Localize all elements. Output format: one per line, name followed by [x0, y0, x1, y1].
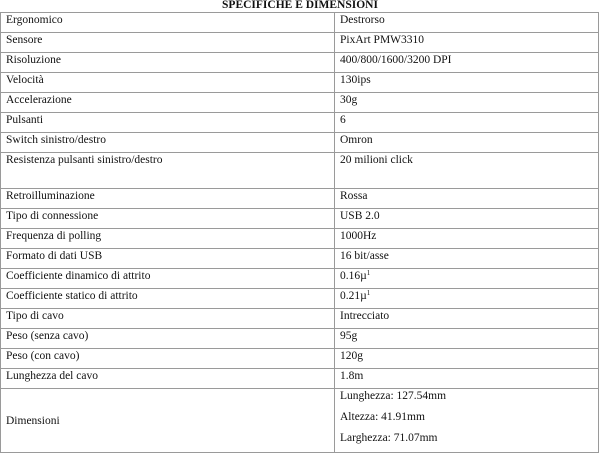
spec-label: Peso (con cavo) [1, 349, 335, 369]
table-row [1, 53, 599, 73]
spec-value: Intrecciato [335, 309, 599, 329]
spec-value [335, 269, 599, 289]
spec-value: 120g [335, 349, 599, 369]
spec-value: 1000Hz [335, 229, 599, 249]
table-row [1, 113, 599, 133]
spec-label: Velocità [1, 73, 335, 93]
spec-value: 6 [335, 113, 599, 133]
footnote-marker: 1 [366, 269, 371, 277]
spec-value-text: 0.21µ [340, 290, 367, 302]
spec-label: Coefficiente dinamico di attrito [1, 269, 335, 289]
spec-value: 400/800/1600/3200 DPI [335, 53, 599, 73]
table-row [1, 133, 599, 153]
spec-label: Frequenza di polling [1, 229, 335, 249]
table-row [1, 209, 599, 229]
spec-value: USB 2.0 [335, 209, 599, 229]
spec-label: Sensore [1, 33, 335, 53]
spec-value: 1.8m [335, 369, 599, 389]
spec-label: Switch sinistro/destro [1, 133, 335, 153]
dimension-width: Larghezza: 71.07mm [340, 432, 438, 444]
table-row [1, 369, 599, 389]
spec-label: Risoluzione [1, 53, 335, 73]
spec-value: 30g [335, 93, 599, 113]
table-row [1, 289, 599, 309]
spec-value: PixArt PMW3310 [335, 33, 599, 53]
table-row [1, 153, 599, 189]
spec-label: Formato di dati USB [1, 249, 335, 269]
spec-value: Rossa [335, 189, 599, 209]
spec-label: Resistenza pulsanti sinistro/destro [1, 153, 335, 189]
spec-label: Lunghezza del cavo [1, 369, 335, 389]
spec-value-text: 0.16µ [340, 270, 367, 282]
table-row [1, 229, 599, 249]
spec-label: Peso (senza cavo) [1, 329, 335, 349]
spec-label: Ergonomico [1, 13, 335, 33]
spec-table [0, 12, 599, 453]
spec-label: Coefficiente statico di attrito [1, 289, 335, 309]
spec-value: Destrorso [335, 13, 599, 33]
spec-value: Omron [335, 133, 599, 153]
table-row [1, 189, 599, 209]
page-title: SPECIFICHE E DIMENSIONI [222, 0, 378, 11]
spec-value: 130ips [335, 73, 599, 93]
table-row [1, 93, 599, 113]
table-row [1, 269, 599, 289]
spec-label: Dimensioni [1, 389, 335, 453]
table-row [1, 389, 599, 453]
dimension-height: Altezza: 41.91mm [340, 411, 425, 423]
dimension-length: Lunghezza: 127.54mm [340, 390, 447, 402]
spec-label: Tipo di connessione [1, 209, 335, 229]
table-row [1, 73, 599, 93]
table-row [1, 249, 599, 269]
table-row [1, 309, 599, 329]
spec-value: 95g [335, 329, 599, 349]
spec-value: 16 bit/asse [335, 249, 599, 269]
table-row [1, 13, 599, 33]
spec-label: Pulsanti [1, 113, 335, 133]
table-row [1, 33, 599, 53]
spec-label: Tipo di cavo [1, 309, 335, 329]
table-row [1, 329, 599, 349]
spec-value-multiline [335, 389, 599, 453]
spec-label: Retroilluminazione [1, 189, 335, 209]
spec-value: 20 milioni click [335, 153, 599, 189]
spec-value [335, 289, 599, 309]
spec-label: Accelerazione [1, 93, 335, 113]
footnote-marker: 1 [366, 289, 371, 297]
table-row [1, 349, 599, 369]
